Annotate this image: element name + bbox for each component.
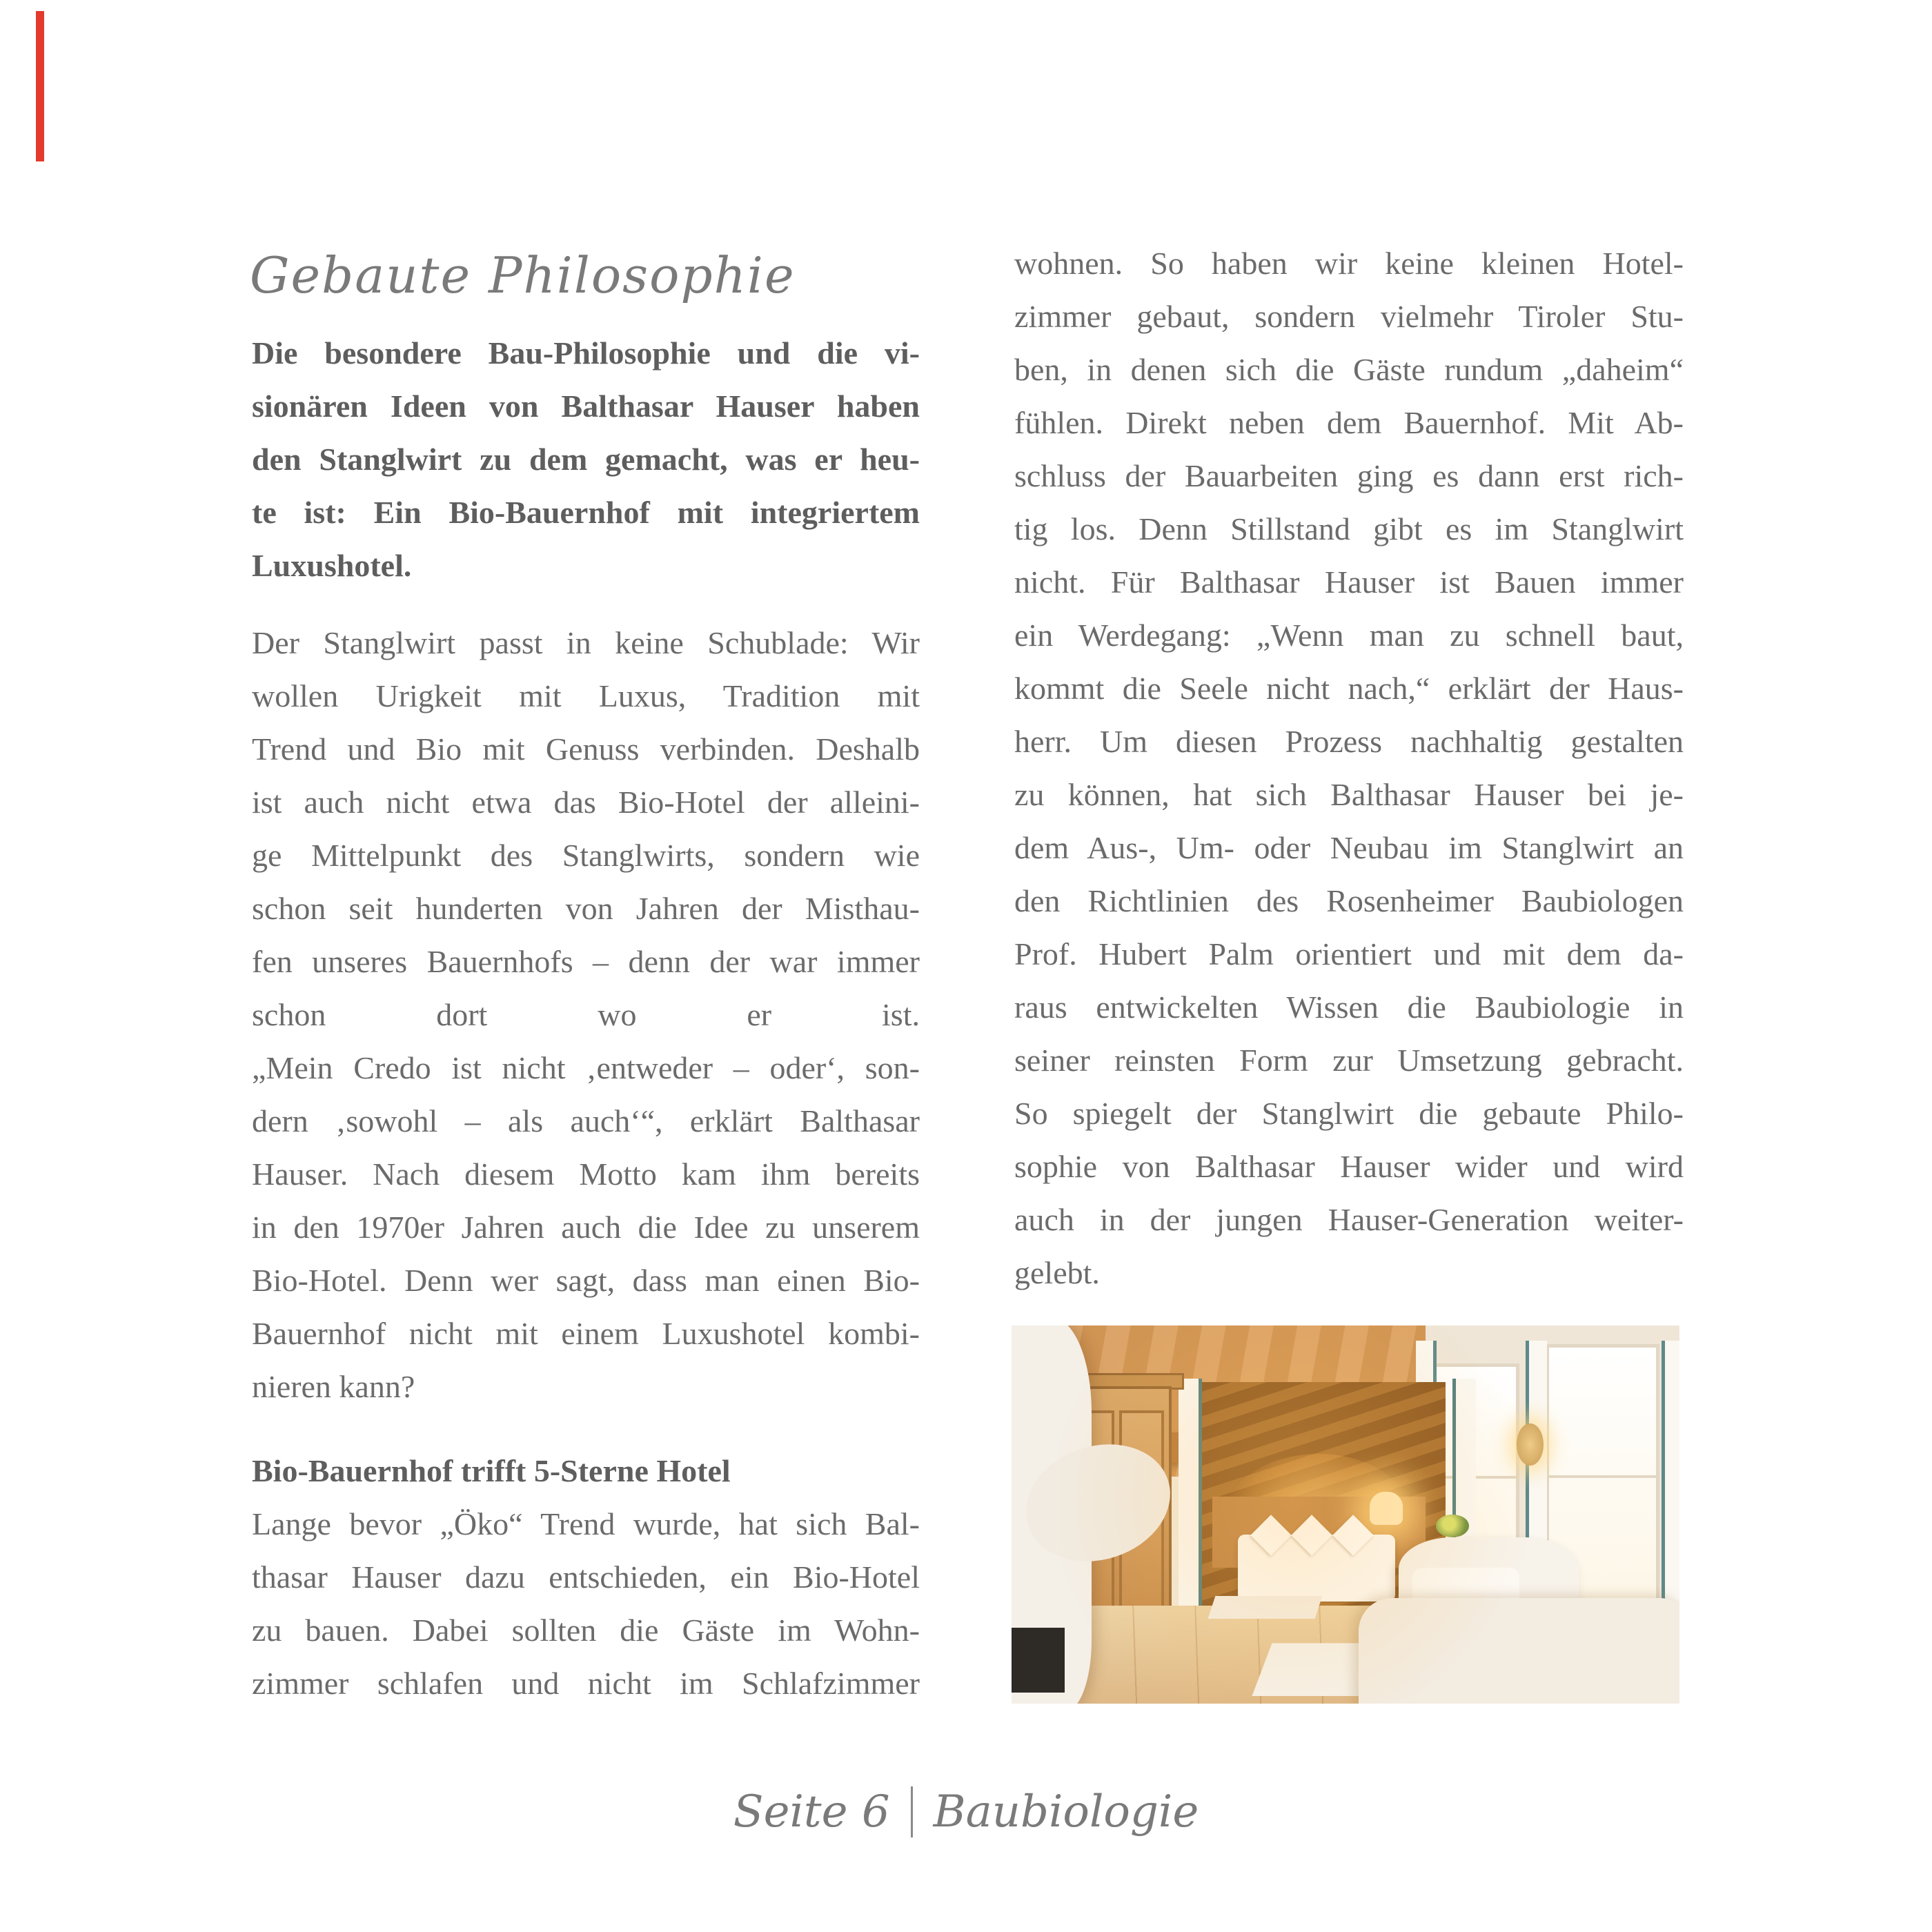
- text-line: gelebt.: [1014, 1255, 1100, 1290]
- text-line: den Stanglwirt zu dem gemacht, was er heu-: [252, 442, 920, 477]
- text-line: tig los. Denn Stillstand gibt es im Stanglwirt: [1014, 511, 1684, 546]
- text-line: wohnen. So haben wir keine kleinen Hotel-: [1014, 246, 1684, 281]
- text-line: Die besondere Bau-Philosophie und die vi-: [252, 335, 920, 371]
- text-line: nieren kann?: [252, 1369, 415, 1404]
- text-line: auch in der jungen Hauser-Generation weiter-: [1014, 1202, 1684, 1237]
- text-line: zimmer schlafen und nicht im Schlafzimmer: [252, 1666, 920, 1701]
- text-line: ein Werdegang: „Wenn man zu schnell baut,: [1014, 618, 1684, 653]
- text-line: seiner reinsten Form zur Umsetzung gebracht.: [1014, 1043, 1684, 1078]
- text-line: Bio-Hotel. Denn wer sagt, dass man einen Bio-: [252, 1263, 920, 1298]
- text-line: schon dort wo er ist.: [252, 997, 920, 1032]
- intro-paragraph-bold: [252, 326, 920, 592]
- text-line: Der Stanglwirt passt in keine Schublade: Wir: [252, 625, 920, 660]
- text-line: fen unseres Bauernhofs – denn der war immer: [252, 944, 920, 979]
- text-line: zu können, hat sich Balthasar Hauser bei je-: [1014, 777, 1684, 812]
- text-line: te ist: Ein Bio-Bauernhof mit integriertem: [252, 495, 920, 530]
- text-line: Luxushotel.: [252, 548, 412, 583]
- text-line: in den 1970er Jahren auch die Idee zu unserem: [252, 1210, 920, 1245]
- text-line: sionären Ideen von Balthasar Hauser haben: [252, 388, 920, 424]
- text-line: Hauser. Nach diesem Motto kam ihm bereits: [252, 1156, 920, 1192]
- text-line: raus entwickelten Wissen die Baubiologie in: [1014, 989, 1684, 1025]
- text-line: thasar Hauser dazu entschieden, ein Bio-Hotel: [252, 1559, 920, 1595]
- column1-paragraph-2: [252, 1497, 920, 1710]
- footer-separator: [911, 1786, 913, 1837]
- hotel-room-photo: [1012, 1325, 1679, 1704]
- text-line: Prof. Hubert Palm orientiert und mit dem da-: [1014, 936, 1684, 972]
- text-line: dem Aus-, Um- oder Neubau im Stanglwirt an: [1014, 830, 1684, 865]
- text-line: sophie von Balthasar Hauser wider und wird: [1014, 1149, 1684, 1184]
- page-title: Gebaute Philosophie: [250, 246, 796, 305]
- text-line: ge Mittelpunkt des Stanglwirts, sondern wie: [252, 838, 920, 873]
- text-line: Trend und Bio mit Genuss verbinden. Deshalb: [252, 731, 920, 767]
- footer-section-label: Baubiologie: [933, 1786, 1199, 1837]
- column1-paragraph-1: [252, 616, 920, 1413]
- text-line: So spiegelt der Stanglwirt die gebaute Philo-: [1014, 1096, 1684, 1131]
- text-line: Bauernhof nicht mit einem Luxushotel kombi-: [252, 1316, 920, 1351]
- text-line: schon seit hunderten von Jahren der Misthau-: [252, 891, 920, 926]
- text-line: nicht. Für Balthasar Hauser ist Bauen immer: [1014, 564, 1684, 600]
- text-line: dern ‚sowohl – als auch‘“, erklärt Balthasar: [252, 1103, 920, 1138]
- section-subheading: Bio-Bauernhof trifft 5-Sterne Hotel: [252, 1453, 731, 1488]
- text-line: wollen Urigkeit mit Luxus, Tradition mit: [252, 678, 920, 713]
- text-line: zimmer gebaut, sondern vielmehr Tiroler Stu-: [1014, 299, 1684, 334]
- page-footer: [0, 1786, 1932, 1844]
- text-line: fühlen. Direkt neben dem Bauernhof. Mit Ab-: [1014, 405, 1684, 440]
- text-line: herr. Um diesen Prozess nachhaltig gestalten: [1014, 724, 1684, 759]
- footer-page-number: Seite 6: [733, 1786, 890, 1837]
- text-line: schluss der Bauarbeiten ging es dann erst rich-: [1014, 458, 1684, 493]
- column2-paragraph-1: [1014, 237, 1684, 1299]
- text-line: kommt die Seele nicht nach,“ erklärt der Haus-: [1014, 671, 1684, 706]
- red-edge-mark: [36, 11, 44, 161]
- text-line: Lange bevor „Öko“ Trend wurde, hat sich Bal-: [252, 1506, 920, 1541]
- text-line: „Mein Credo ist nicht ‚entweder – oder‘, son-: [252, 1050, 920, 1085]
- text-line: den Richtlinien des Rosenheimer Baubiologen: [1014, 883, 1684, 918]
- text-line: ben, in denen sich die Gäste rundum „daheim“: [1014, 352, 1684, 387]
- text-line: zu bauen. Dabei sollten die Gäste im Wohn-: [252, 1613, 920, 1648]
- photo-light-overlay: [1012, 1325, 1679, 1704]
- text-line: ist auch nicht etwa das Bio-Hotel der alleini-: [252, 785, 920, 820]
